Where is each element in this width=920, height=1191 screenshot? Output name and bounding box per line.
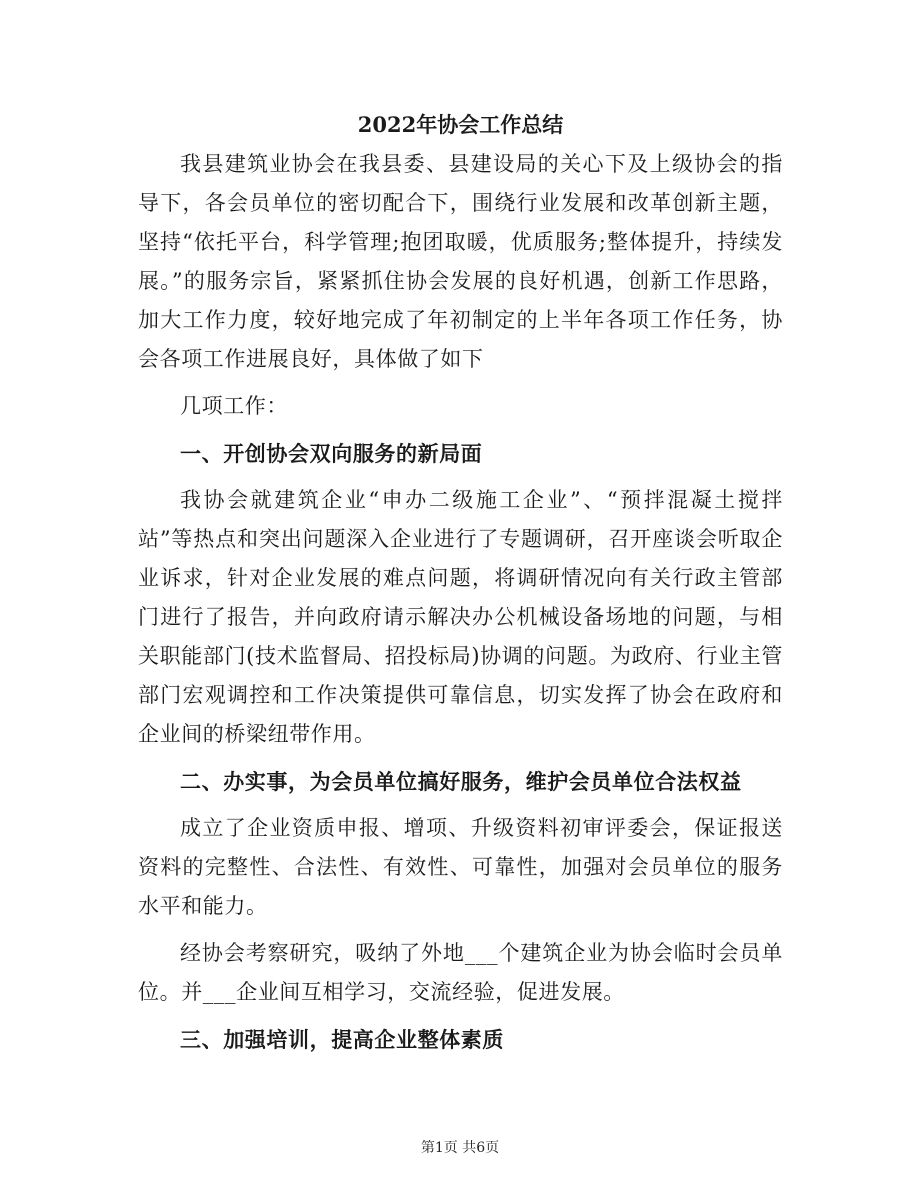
- paragraph-section-2a: 成立了企业资质申报、增项、升级资料初审评委会，保证报送资料的完整性、合法性、有效性、可靠性，加强对会员单位的服务水平和能力。: [138, 816, 783, 918]
- paragraph-section-2b: 经协会考察研究，吸纳了外地___个建筑企业为协会临时会员单位。并___企业间互相学习，交流经验，促进发展。: [138, 941, 783, 1004]
- paragraph-items-lead: 几项工作：: [180, 394, 288, 418]
- document-body: [138, 145, 783, 1059]
- paragraph-intro: 我县建筑业协会在我县委、县建设局的关心下及上级协会的指导下，各会员单位的密切配合下，围绕行业发展和改革创新主题，坚持“依托平台，科学管理;抱团取暖，优质服务;整体提升，持续发展。”的服务宗旨，紧紧抓住协会发展的良好机遇，创新工作思路，加大工作力度，较好地完成了年初制定的上半年各项工作任务，协会各项工作进展良好，具体做了如下: [138, 152, 783, 371]
- section-heading-2: 二、办实事，为会员单位搞好服务，维护会员单位合法权益: [180, 769, 742, 794]
- page-footer: 第1页 共6页: [420, 1140, 500, 1156]
- section-heading-3: 三、加强培训，提高企业整体素质: [180, 1027, 504, 1052]
- paragraph-section-1: 我协会就建筑企业“申办二级施工企业”、“预拌混凝土搅拌站”等热点和突出问题深入企业进行了专题调研，召开座谈会听取企业诉求，针对企业发展的难点问题，将调研情况向有关行政主管部门进行了报告，并向政府请示解决办公机械设备场地的问题，与相关职能部门(技术监督局、招投标局)协调的问题。为政府、行业主管部门宏观调控和工作决策提供可靠信息，切实发挥了协会在政府和企业间的桥梁纽带作用。: [138, 488, 783, 746]
- section-heading-1: 一、开创协会双向服务的新局面: [180, 441, 483, 466]
- document-title: 2022年协会工作总结: [357, 112, 564, 137]
